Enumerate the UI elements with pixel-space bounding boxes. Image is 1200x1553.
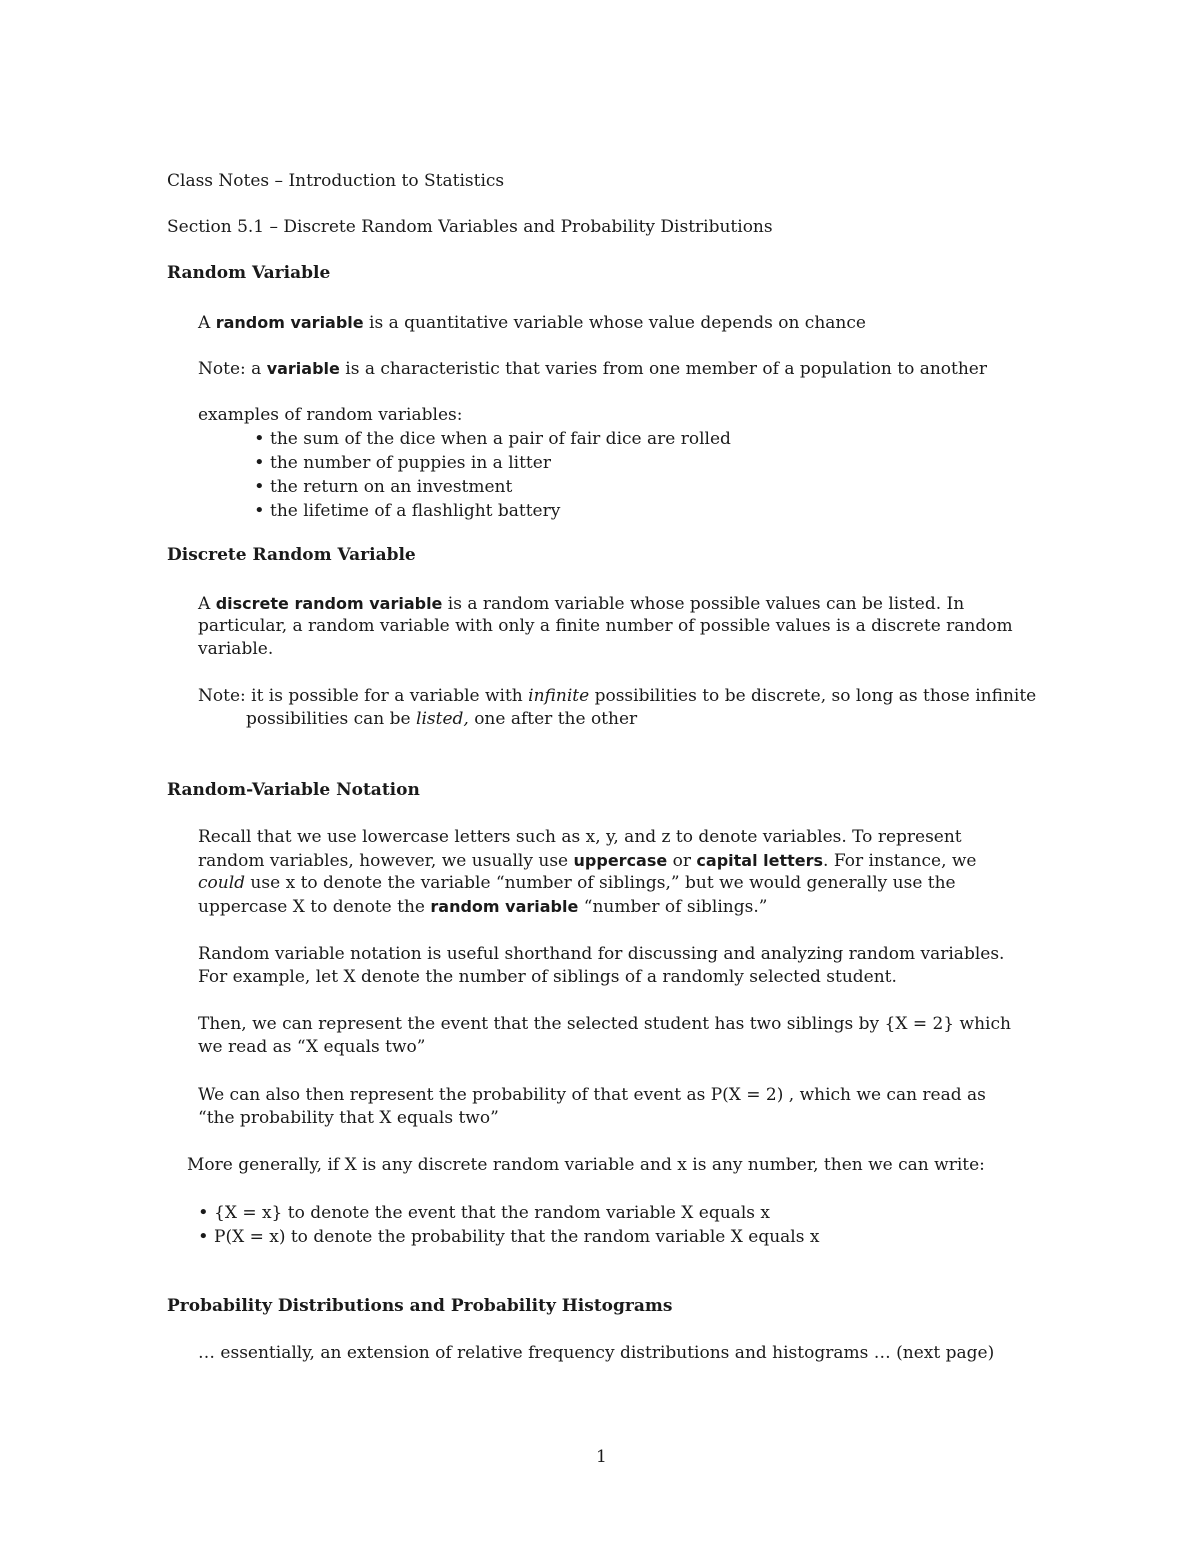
notation-p4-line2: “the probability that X equals two” xyxy=(198,1108,499,1128)
notation-p1-line3: could use x to denote the variable “number of siblings,” but we would generally use the xyxy=(198,873,956,893)
notation-p2-line2: For example, let X denote the number of siblings of a randomly selected student. xyxy=(198,967,897,987)
heading-distributions: Probability Distributions and Probability Histograms xyxy=(167,1296,673,1316)
list-item: • the number of puppies in a litter xyxy=(254,451,731,475)
notation-p2-line1: Random variable notation is useful shorthand for discussing and analyzing random variables. xyxy=(198,944,1005,964)
discrete-def-line2: particular, a random variable with only a finite number of possible values is a discrete random xyxy=(198,616,1013,636)
notation-p3-line1: Then, we can represent the event that the selected student has two siblings by {X = 2} which xyxy=(198,1014,1011,1034)
discrete-def-line3: variable. xyxy=(198,639,274,659)
rv-note: Note: a variable is a characteristic that varies from one member of a population to another xyxy=(198,359,987,379)
notation-p1-line4: uppercase X to denote the random variable “number of siblings.” xyxy=(198,897,768,917)
section-title: Section 5.1 – Discrete Random Variables and Probability Distributions xyxy=(167,217,773,237)
distributions-text: … essentially, an extension of relative frequency distributions and histograms … (next page) xyxy=(198,1343,995,1363)
rv-definition: A random variable is a quantitative variable whose value depends on chance xyxy=(198,313,866,333)
notation-p1-line2: random variables, however, we usually use uppercase or capital letters. For instance, we xyxy=(198,851,977,871)
list-item: • {X = x} to denote the event that the random variable X equals x xyxy=(198,1201,819,1225)
heading-discrete-random-variable: Discrete Random Variable xyxy=(167,545,416,565)
list-item: • P(X = x) to denote the probability that the random variable X equals x xyxy=(198,1225,819,1249)
discrete-term: discrete random variable xyxy=(215,594,443,613)
examples-label: examples of random variables: xyxy=(198,405,463,425)
discrete-def-line1: A discrete random variable is a random variable whose possible values can be listed. In xyxy=(198,594,965,614)
notation-p4-line1: We can also then represent the probability of that event as P(X = 2) , which we can read as xyxy=(198,1085,986,1105)
notation-p3-line2: we read as “X equals two” xyxy=(198,1037,426,1057)
variable-term: variable xyxy=(266,359,340,378)
discrete-note-line1: Note: it is possible for a variable with infinite possibilities to be discrete, so long as those infinite xyxy=(198,686,1037,706)
heading-notation: Random-Variable Notation xyxy=(167,780,420,800)
rv-term: random variable xyxy=(215,313,364,332)
notation-p1-line1: Recall that we use lowercase letters such as x, y, and z to denote variables. To represent xyxy=(198,827,962,847)
list-item: • the return on an investment xyxy=(254,475,731,499)
notation-p5: More generally, if X is any discrete random variable and x is any number, then we can write: xyxy=(187,1155,985,1175)
page-number: 1 xyxy=(596,1447,607,1467)
list-item: • the lifetime of a flashlight battery xyxy=(254,499,731,523)
discrete-note-line2: possibilities can be listed, one after the other xyxy=(246,709,638,729)
heading-random-variable: Random Variable xyxy=(167,263,331,283)
list-item: • the sum of the dice when a pair of fair dice are rolled xyxy=(254,427,731,451)
notation-bullets xyxy=(198,1201,819,1249)
examples-list xyxy=(254,427,731,523)
doc-title: Class Notes – Introduction to Statistics xyxy=(167,171,505,191)
